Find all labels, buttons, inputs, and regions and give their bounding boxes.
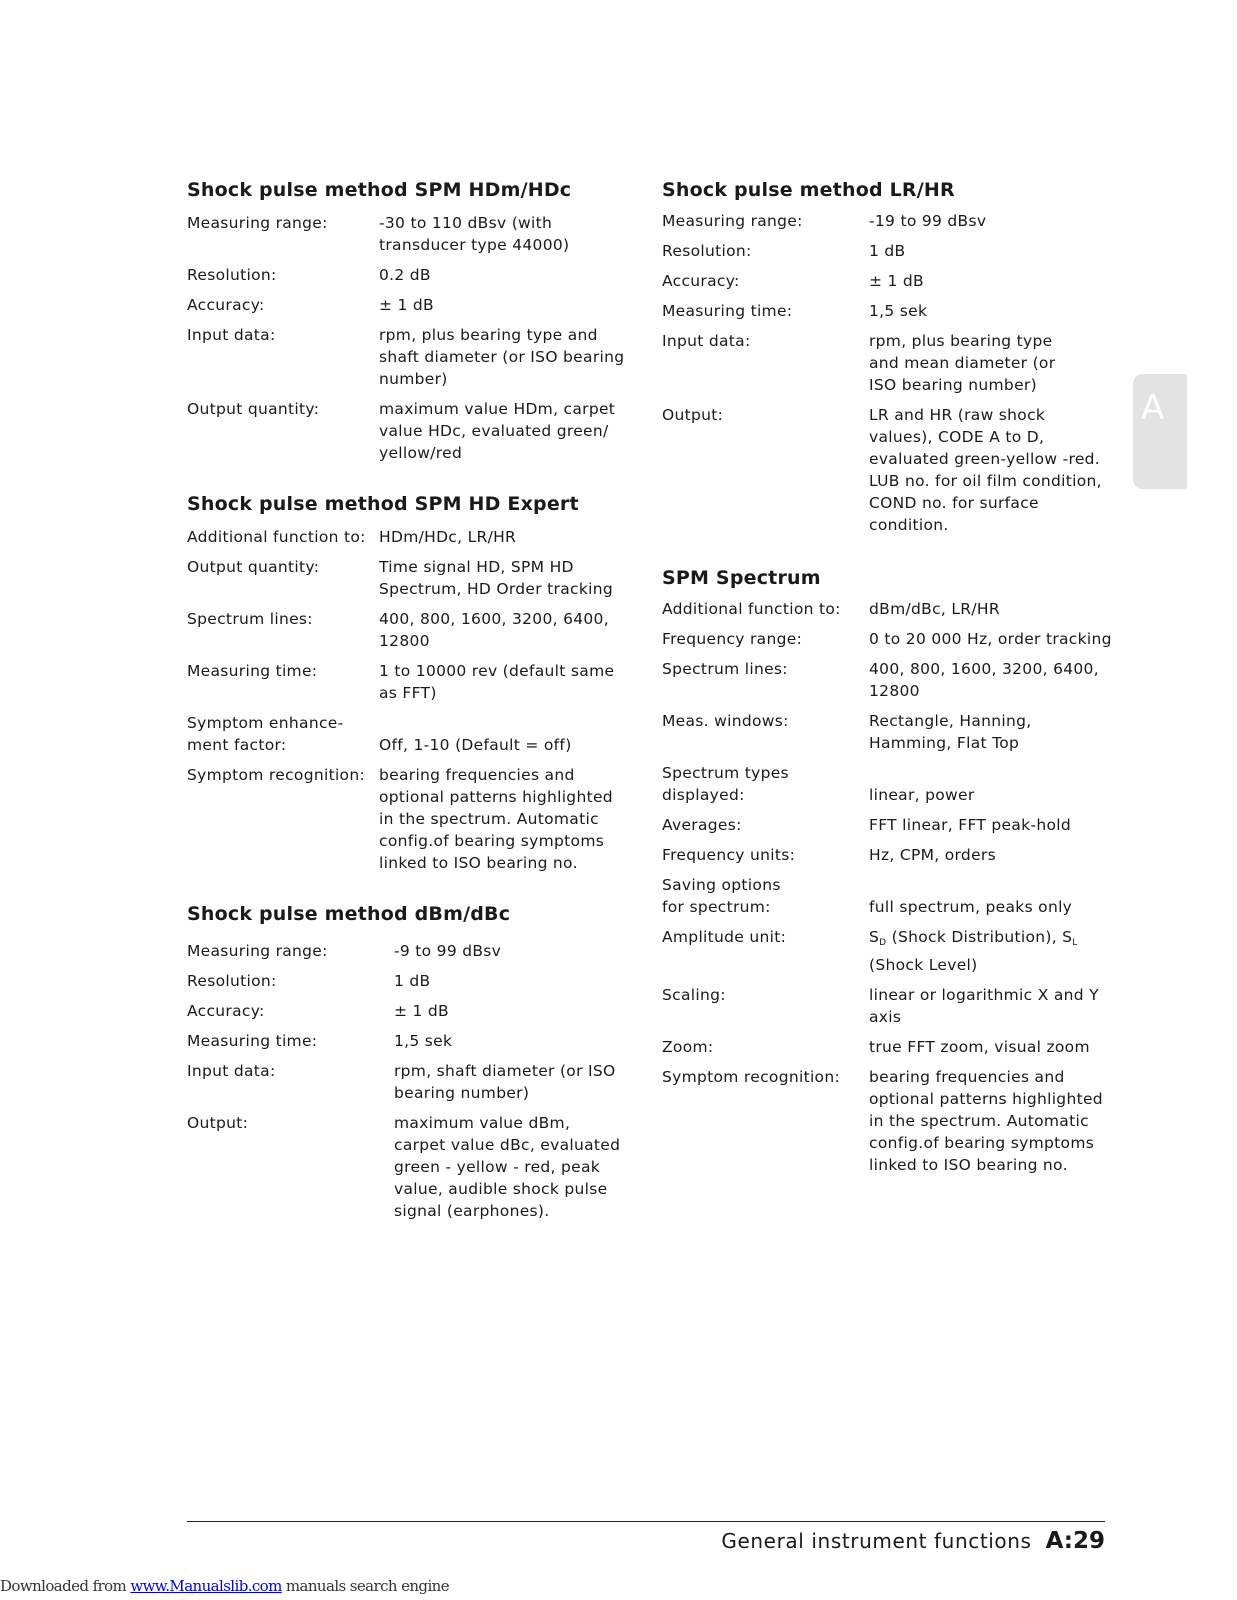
- spec-label: Input data:: [187, 326, 276, 344]
- spec-row: [187, 212, 627, 256]
- spec-label: Meas. windows:: [662, 712, 789, 730]
- spec-value: bearing frequencies and optional patterns highlighted in the spectrum. Automatic config.of bearing symptoms linked to ISO bearing no.: [869, 1068, 1103, 1174]
- amp-text: (Shock Level): [869, 956, 978, 974]
- section-spm-lr-hr: [662, 178, 1112, 536]
- spec-row: [187, 1030, 627, 1052]
- spec-row: [662, 814, 1112, 836]
- spec-label: Accuracy:: [187, 1002, 265, 1020]
- spec-label: Input data:: [662, 332, 751, 350]
- manualslib-link[interactable]: www.Manualslib.com: [130, 1577, 282, 1595]
- footer-divider: [187, 1521, 1105, 1522]
- section-spm-hd-expert: [187, 492, 627, 874]
- spec-label: Accuracy:: [662, 272, 740, 290]
- spec-row: [662, 270, 1112, 292]
- spec-label: Output quantity:: [187, 558, 320, 576]
- spec-label: Resolution:: [662, 242, 752, 260]
- download-prefix: Downloaded from: [0, 1577, 131, 1595]
- spec-value: bearing frequencies and optional patterns highlighted in the spectrum. Automatic config.of bearing symptoms linked to ISO bearing no.: [379, 766, 613, 872]
- spec-row: [187, 264, 627, 286]
- spec-row: [187, 324, 627, 390]
- spec-row: [662, 874, 1112, 918]
- spec-value: linear, power: [869, 786, 975, 804]
- spec-value: Time signal HD, SPM HD Spectrum, HD Order tracking: [379, 558, 613, 598]
- spec-row: [662, 240, 1112, 262]
- spec-row: [187, 608, 627, 652]
- spec-value: 400, 800, 1600, 3200, 6400, 12800: [869, 660, 1099, 700]
- spec-value: 1,5 sek: [869, 302, 928, 320]
- spec-label: Amplitude unit:: [662, 928, 787, 946]
- spec-row: [662, 330, 1112, 396]
- section-spm-dbm-dbc: [187, 902, 627, 1222]
- spec-value: ± 1 dB: [394, 1002, 449, 1020]
- spec-value: -30 to 110 dBsv (with transducer type 44000): [379, 214, 570, 254]
- spec-label: Measuring time:: [187, 1032, 318, 1050]
- spec-value: rpm, plus bearing type and mean diameter (or ISO bearing number): [869, 332, 1056, 394]
- spec-value: true FFT zoom, visual zoom: [869, 1038, 1090, 1056]
- section-spm-spectrum: [662, 566, 1112, 1176]
- spec-value: maximum value HDm, carpet value HDc, evaluated green/ yellow/red: [379, 400, 616, 462]
- spec-label: Frequency units:: [662, 846, 796, 864]
- spec-row: [187, 660, 627, 704]
- spec-value: 1,5 sek: [394, 1032, 453, 1050]
- spec-value: -19 to 99 dBsv: [869, 212, 987, 230]
- spec-value: ± 1 dB: [869, 272, 924, 290]
- spec-value: rpm, shaft diameter (or ISO bearing number): [394, 1062, 616, 1102]
- page-footer: [721, 1528, 1105, 1554]
- amp-text: (Shock Distribution), S: [886, 928, 1073, 946]
- chapter-tab: [1133, 374, 1187, 489]
- spec-row: [662, 598, 1112, 620]
- spec-row: [662, 628, 1112, 650]
- spec-row: [662, 926, 1112, 976]
- spec-row: [662, 658, 1112, 702]
- spec-row: [187, 764, 627, 874]
- spec-label: Measuring time:: [187, 662, 318, 680]
- spec-value: 1 dB: [394, 972, 431, 990]
- spec-label: Scaling:: [662, 986, 726, 1004]
- page-number: A:29: [1045, 1528, 1105, 1554]
- spec-row: [187, 294, 627, 316]
- amp-sub: D: [879, 938, 887, 948]
- section-title: Shock pulse method SPM HDm/HDc: [187, 179, 572, 201]
- chapter-letter: A: [1141, 388, 1165, 428]
- spec-value: 0 to 20 000 Hz, order tracking: [869, 630, 1112, 648]
- spec-row: [662, 1036, 1112, 1058]
- spec-value: maximum value dBm, carpet value dBc, evaluated green - yellow - red, peak value, audible shock pulse signal (earphones).: [394, 1114, 621, 1220]
- spec-value: Hz, CPM, orders: [869, 846, 996, 864]
- spec-value: HDm/HDc, LR/HR: [379, 528, 517, 546]
- section-title: Shock pulse method dBm/dBc: [187, 903, 511, 925]
- spec-value: LR and HR (raw shock values), CODE A to D, evaluated green-yellow -red. LUB no. for oil film condition, COND no. for surface condition.: [869, 406, 1102, 534]
- spec-label: Resolution:: [187, 266, 277, 284]
- spec-label: Measuring range:: [187, 214, 328, 232]
- spec-value: linear or logarithmic X and Y axis: [869, 986, 1099, 1026]
- spec-label: Saving options for spectrum:: [662, 876, 781, 916]
- left-column: [187, 178, 627, 1250]
- spec-value: full spectrum, peaks only: [869, 898, 1073, 916]
- spec-label: Resolution:: [187, 972, 277, 990]
- spec-row: [187, 970, 627, 992]
- spec-row: [662, 404, 1112, 536]
- section-title: Shock pulse method SPM HD Expert: [187, 493, 579, 515]
- spec-label: Spectrum types displayed:: [662, 764, 789, 804]
- spec-label: Output:: [187, 1114, 249, 1132]
- spec-row: [187, 712, 627, 756]
- spec-row: [187, 1000, 627, 1022]
- spec-row: [187, 556, 627, 600]
- spec-row: [662, 710, 1112, 754]
- spec-value: 0.2 dB: [379, 266, 431, 284]
- spec-value: rpm, plus bearing type and shaft diameter (or ISO bearing number): [379, 326, 625, 388]
- spec-value: ± 1 dB: [379, 296, 434, 314]
- spec-label: Measuring range:: [662, 212, 803, 230]
- spec-value: 1 dB: [869, 242, 906, 260]
- spec-label: Symptom recognition:: [662, 1068, 840, 1086]
- spec-value: FFT linear, FFT peak-hold: [869, 816, 1071, 834]
- spec-label: Spectrum lines:: [187, 610, 313, 628]
- spec-row: [187, 1060, 627, 1104]
- spec-value-amplitude: [869, 926, 1089, 976]
- spec-label: Frequency range:: [662, 630, 803, 648]
- spec-label: Measuring time:: [662, 302, 793, 320]
- spec-value: 1 to 10000 rev (default same as FFT): [379, 662, 615, 702]
- spec-label: Measuring range:: [187, 942, 328, 960]
- spec-row: [662, 210, 1112, 232]
- spec-value: -9 to 99 dBsv: [394, 942, 502, 960]
- spec-row: [187, 940, 627, 962]
- spec-label: Output:: [662, 406, 724, 424]
- section-title: SPM Spectrum: [662, 567, 821, 589]
- spec-value: 400, 800, 1600, 3200, 6400, 12800: [379, 610, 609, 650]
- spec-row: [662, 844, 1112, 866]
- spec-label: Averages:: [662, 816, 742, 834]
- download-notice: [0, 1577, 449, 1595]
- spec-label: Output quantity:: [187, 400, 320, 418]
- spec-label: Symptom recognition:: [187, 766, 365, 784]
- spec-label: Symptom enhance- ment factor:: [187, 714, 344, 754]
- spec-value: dBm/dBc, LR/HR: [869, 600, 1000, 618]
- spec-row: [662, 1066, 1112, 1176]
- spec-label: Accuracy:: [187, 296, 265, 314]
- spec-row: [662, 762, 1112, 806]
- spec-value: Rectangle, Hanning, Hamming, Flat Top: [869, 712, 1032, 752]
- spec-row: [187, 1112, 627, 1222]
- spec-row: [187, 398, 627, 464]
- footer-section-title: General instrument functions: [721, 1529, 1032, 1553]
- spec-row: [662, 984, 1112, 1028]
- amp-text: S: [869, 928, 880, 946]
- spec-label: Zoom:: [662, 1038, 714, 1056]
- section-title: Shock pulse method LR/HR: [662, 179, 955, 201]
- section-spm-hdm-hdc: [187, 178, 627, 464]
- amp-sub: L: [1072, 938, 1078, 948]
- spec-label: Additional function to:: [187, 528, 366, 546]
- spec-row: [662, 300, 1112, 322]
- spec-value: Off, 1-10 (Default = off): [379, 736, 572, 754]
- spec-label: Input data:: [187, 1062, 276, 1080]
- spec-label: Spectrum lines:: [662, 660, 788, 678]
- spec-row: [187, 526, 627, 548]
- right-column: [662, 178, 1112, 1204]
- download-suffix: manuals search engine: [281, 1577, 449, 1595]
- spec-label: Additional function to:: [662, 600, 841, 618]
